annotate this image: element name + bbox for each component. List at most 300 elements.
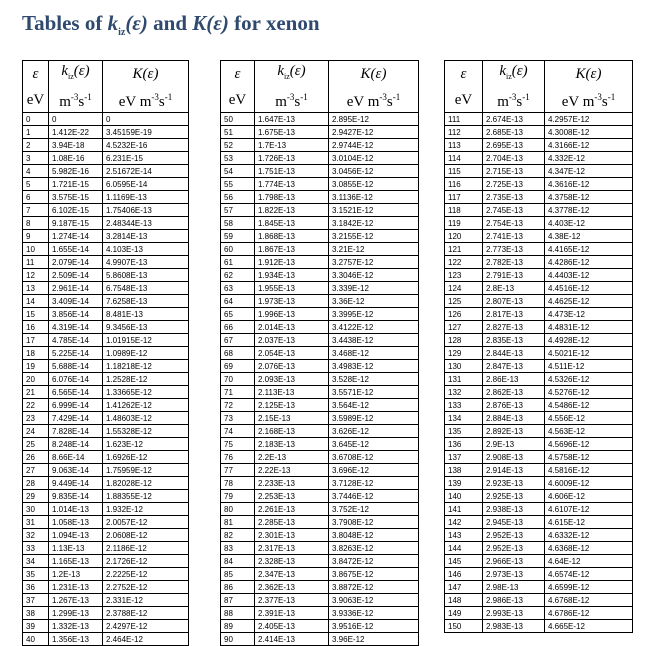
K-cell: 1.33665E-12 [103,386,189,399]
kiz-cell: 6.102E-15 [49,204,103,217]
K-cell: 4.4928E-12 [545,334,633,347]
title-k-symbol: k [107,11,119,35]
kiz-cell: 2.328E-13 [255,555,329,568]
K-cell: 1.932E-12 [103,503,189,516]
K-cell: 4.2957E-12 [545,113,633,126]
table-row [23,347,189,360]
K-cell: 4.5232E-16 [103,139,189,152]
kiz-cell: 3.94E-18 [49,139,103,152]
K-cell: 4.3166E-12 [545,139,633,152]
table-row [221,542,419,555]
K-cell: 3.1521E-12 [329,204,419,217]
energy-cell: 88 [221,607,255,620]
table-row [445,425,633,438]
kiz-cell: 2.754E-13 [483,217,545,230]
energy-cell: 129 [445,347,483,360]
table-row [445,256,633,269]
K-cell: 3.528E-12 [329,373,419,386]
K-cell: 2.1726E-12 [103,555,189,568]
table-row [445,412,633,425]
table-row [221,347,419,360]
kiz-cell: 1.165E-13 [49,555,103,568]
energy-cell: 135 [445,425,483,438]
kiz-cell: 2.923E-13 [483,477,545,490]
kiz-cell: 1.726E-13 [255,152,329,165]
table-row [23,230,189,243]
K-cell: 5.8608E-13 [103,269,189,282]
table-row [23,204,189,217]
energy-cell: 37 [23,594,49,607]
kiz-cell: 2.685E-13 [483,126,545,139]
K-cell: 4.5021E-12 [545,347,633,360]
table-row [445,373,633,386]
table-row [23,620,189,633]
table-row [23,594,189,607]
table-row [445,464,633,477]
table-row [23,529,189,542]
table-row [23,633,189,646]
kiz-cell: 1.412E-22 [49,126,103,139]
K-cell: 1.75406E-13 [103,204,189,217]
energy-cell: 131 [445,373,483,386]
kiz-cell: 2.113E-13 [255,386,329,399]
K-cell: 3.36E-12 [329,295,419,308]
energy-cell: 149 [445,607,483,620]
table-row [445,126,633,139]
kiz-cell: 2.876E-13 [483,399,545,412]
table-row [445,503,633,516]
kiz-cell: 2.695E-13 [483,139,545,152]
K-cell: 3.9516E-12 [329,620,419,633]
K-cell: 4.563E-12 [545,425,633,438]
kiz-cell: 1.721E-15 [49,178,103,191]
energy-cell: 90 [221,633,255,646]
kiz-cell: 1.647E-13 [255,113,329,126]
energy-cell: 0 [23,113,49,126]
energy-cell: 132 [445,386,483,399]
table-row [221,620,419,633]
header-kiz-symbol: $k_{iz}(\varepsilon)$ [255,61,329,88]
K-cell: 4.511E-12 [545,360,633,373]
table-row [221,425,419,438]
K-cell: 3.2757E-12 [329,256,419,269]
kiz-cell: 2.945E-13 [483,516,545,529]
energy-cell: 111 [445,113,483,126]
energy-cell: 57 [221,204,255,217]
energy-cell: 118 [445,204,483,217]
K-cell: 4.615E-12 [545,516,633,529]
table-row [445,607,633,620]
energy-cell: 56 [221,191,255,204]
kiz-cell: 3.409E-14 [49,295,103,308]
kiz-cell: 2.952E-13 [483,529,545,542]
K-cell: 1.1169E-13 [103,191,189,204]
energy-cell: 112 [445,126,483,139]
energy-cell: 141 [445,503,483,516]
K-cell: 4.403E-12 [545,217,633,230]
table-row [445,321,633,334]
energy-cell: 12 [23,269,49,282]
table-row [23,412,189,425]
kiz-cell: 1.996E-13 [255,308,329,321]
energy-cell: 144 [445,542,483,555]
kiz-cell: 5.982E-16 [49,165,103,178]
kiz-cell: 7.828E-14 [49,425,103,438]
K-cell: 1.82028E-12 [103,477,189,490]
table-row [23,607,189,620]
header-K-unit: eV $m^{-3}s^{-1}$ [545,87,633,113]
title-prefix: Tables of [22,11,103,35]
kiz-cell: 9.835E-14 [49,490,103,503]
kiz-cell: 9.187E-15 [49,217,103,230]
kiz-cell: 2.908E-13 [483,451,545,464]
energy-cell: 21 [23,386,49,399]
K-cell: 1.88355E-12 [103,490,189,503]
header-energy-unit: eV [23,87,49,113]
table-row [23,191,189,204]
kiz-cell: 1.332E-13 [49,620,103,633]
K-cell: 3.8872E-12 [329,581,419,594]
table-row [445,334,633,347]
table-row [221,412,419,425]
K-cell: 3.4438E-12 [329,334,419,347]
table-row [23,178,189,191]
title-K-symbol: K [192,11,207,35]
table-row [221,256,419,269]
table-row [221,438,419,451]
K-cell: 1.01915E-12 [103,334,189,347]
kiz-cell: 3.856E-14 [49,308,103,321]
table-row [445,399,633,412]
kiz-cell: 2.715E-13 [483,165,545,178]
table-row [221,529,419,542]
kiz-cell: 1.014E-13 [49,503,103,516]
kiz-cell: 2.347E-13 [255,568,329,581]
table-row [221,113,419,126]
table-row [221,464,419,477]
kiz-cell: 2.938E-13 [483,503,545,516]
table-row [23,334,189,347]
K-cell: 2.2752E-12 [103,581,189,594]
kiz-cell: 6.076E-14 [49,373,103,386]
energy-cell: 125 [445,295,483,308]
kiz-cell: 2.093E-13 [255,373,329,386]
K-cell: 1.48603E-12 [103,412,189,425]
table-row [23,217,189,230]
header-kiz-unit: $m^{-3}s^{-1}$ [49,87,103,113]
kiz-cell: 2.925E-13 [483,490,545,503]
kiz-cell: 2.807E-13 [483,295,545,308]
energy-cell: 75 [221,438,255,451]
energy-cell: 80 [221,503,255,516]
K-cell: 2.331E-12 [103,594,189,607]
energy-cell: 69 [221,360,255,373]
K-cell: 4.5696E-12 [545,438,633,451]
K-cell: 3.2155E-12 [329,230,419,243]
energy-cell: 24 [23,425,49,438]
energy-cell: 128 [445,334,483,347]
table-row [445,542,633,555]
kiz-cell: 2.125E-13 [255,399,329,412]
K-cell: 4.3008E-12 [545,126,633,139]
table-row [23,113,189,126]
energy-cell: 19 [23,360,49,373]
K-cell: 1.6926E-12 [103,451,189,464]
energy-cell: 14 [23,295,49,308]
kiz-cell: 1.675E-13 [255,126,329,139]
kiz-cell: 2.914E-13 [483,464,545,477]
table-row [221,204,419,217]
K-cell: 2.0057E-12 [103,516,189,529]
table-row [23,282,189,295]
K-cell: 4.3758E-12 [545,191,633,204]
table-row [221,217,419,230]
energy-cell: 124 [445,282,483,295]
kiz-cell: 2.782E-13 [483,256,545,269]
K-cell: 4.556E-12 [545,412,633,425]
table-row [23,568,189,581]
energy-cell: 20 [23,373,49,386]
K-cell: 6.231E-15 [103,152,189,165]
table-row [23,360,189,373]
table-row [221,607,419,620]
K-cell: 4.4165E-12 [545,243,633,256]
table-row [221,269,419,282]
energy-cell: 17 [23,334,49,347]
energy-cell: 130 [445,360,483,373]
energy-cell: 85 [221,568,255,581]
kiz-cell: 2.817E-13 [483,308,545,321]
K-cell: 3.564E-12 [329,399,419,412]
header-kiz-unit: $m^{-3}s^{-1}$ [255,87,329,113]
table-row [23,308,189,321]
K-cell: 4.6574E-12 [545,568,633,581]
table-row [445,594,633,607]
table-row [445,204,633,217]
energy-cell: 126 [445,308,483,321]
table-row [445,516,633,529]
table-row [445,360,633,373]
table-row [445,490,633,503]
header-energy-symbol: ε [221,61,255,88]
table-row [221,295,419,308]
kiz-cell: 2.253E-13 [255,490,329,503]
energy-cell: 53 [221,152,255,165]
K-cell: 2.2225E-12 [103,568,189,581]
K-cell: 6.7548E-13 [103,282,189,295]
kiz-cell: 2.98E-13 [483,581,545,594]
energy-cell: 122 [445,256,483,269]
table-row [221,503,419,516]
energy-cell: 8 [23,217,49,230]
energy-cell: 116 [445,178,483,191]
K-cell: 4.5486E-12 [545,399,633,412]
energy-cell: 5 [23,178,49,191]
K-cell: 3.8675E-12 [329,568,419,581]
energy-cell: 76 [221,451,255,464]
K-cell: 3.96E-12 [329,633,419,646]
K-cell: 4.5758E-12 [545,451,633,464]
kiz-cell: 2.15E-13 [255,412,329,425]
K-cell: 4.38E-12 [545,230,633,243]
energy-cell: 78 [221,477,255,490]
K-cell: 3.339E-12 [329,282,419,295]
energy-cell: 65 [221,308,255,321]
table-row [221,451,419,464]
title-k-subscript: iz [118,27,126,39]
energy-cell: 23 [23,412,49,425]
table-row [445,113,633,126]
K-cell: 3.1842E-12 [329,217,419,230]
table-row [221,152,419,165]
data-table-1 [22,60,189,646]
kiz-cell: 4.785E-14 [49,334,103,347]
kiz-cell: 2.9E-13 [483,438,545,451]
kiz-cell: 1.751E-13 [255,165,329,178]
title-K-argument: (ε) [206,11,229,35]
table-row [445,555,633,568]
table-row [23,477,189,490]
energy-cell: 67 [221,334,255,347]
energy-cell: 73 [221,412,255,425]
energy-cell: 71 [221,386,255,399]
header-kiz-symbol: $k_{iz}(\varepsilon)$ [49,61,103,88]
kiz-cell: 1.798E-13 [255,191,329,204]
header-energy-unit: eV [445,87,483,113]
K-cell: 3.645E-12 [329,438,419,451]
kiz-cell: 2.377E-13 [255,594,329,607]
title-conjunction: and [153,11,188,35]
kiz-cell: 2.414E-13 [255,633,329,646]
K-cell: 3.0104E-12 [329,152,419,165]
energy-cell: 81 [221,516,255,529]
energy-cell: 27 [23,464,49,477]
table-row [23,438,189,451]
table-row [23,516,189,529]
kiz-cell: 1.274E-14 [49,230,103,243]
K-cell: 4.6768E-12 [545,594,633,607]
K-cell: 7.6258E-13 [103,295,189,308]
energy-cell: 150 [445,620,483,633]
K-cell: 1.41262E-12 [103,399,189,412]
K-cell: 4.473E-12 [545,308,633,321]
kiz-cell: 2.405E-13 [255,620,329,633]
K-cell: 2.0608E-12 [103,529,189,542]
K-cell: 3.21E-12 [329,243,419,256]
kiz-cell: 2.183E-13 [255,438,329,451]
energy-cell: 147 [445,581,483,594]
kiz-cell: 1.822E-13 [255,204,329,217]
kiz-cell: 1.867E-13 [255,243,329,256]
energy-cell: 68 [221,347,255,360]
energy-cell: 83 [221,542,255,555]
kiz-cell: 1.868E-13 [255,230,329,243]
K-cell: 2.51672E-14 [103,165,189,178]
table-row [23,399,189,412]
energy-cell: 137 [445,451,483,464]
energy-cell: 77 [221,464,255,477]
energy-cell: 3 [23,152,49,165]
kiz-cell: 2.301E-13 [255,529,329,542]
kiz-cell: 2.362E-13 [255,581,329,594]
kiz-cell: 2.054E-13 [255,347,329,360]
K-cell: 4.6332E-12 [545,529,633,542]
kiz-cell: 2.966E-13 [483,555,545,568]
K-cell: 0 [103,113,189,126]
table-row [23,490,189,503]
kiz-cell: 2.847E-13 [483,360,545,373]
energy-cell: 11 [23,256,49,269]
K-cell: 3.626E-12 [329,425,419,438]
energy-cell: 82 [221,529,255,542]
energy-cell: 138 [445,464,483,477]
K-cell: 3.3046E-12 [329,269,419,282]
energy-cell: 32 [23,529,49,542]
energy-cell: 133 [445,399,483,412]
table-row [445,581,633,594]
table-row [23,503,189,516]
table-row [23,373,189,386]
K-cell: 4.6786E-12 [545,607,633,620]
energy-cell: 89 [221,620,255,633]
energy-cell: 84 [221,555,255,568]
kiz-cell: 1.267E-13 [49,594,103,607]
table-row [221,230,419,243]
K-cell: 3.696E-12 [329,464,419,477]
header-K-symbol: K(ε) [545,61,633,88]
kiz-cell: 1.356E-13 [49,633,103,646]
table-row [445,295,633,308]
kiz-cell: 2.983E-13 [483,620,545,633]
table-row [445,386,633,399]
kiz-cell: 1.2E-13 [49,568,103,581]
K-cell: 4.3778E-12 [545,204,633,217]
energy-cell: 74 [221,425,255,438]
header-energy-symbol: ε [23,61,49,88]
data-table-2 [220,60,419,646]
kiz-cell: 9.449E-14 [49,477,103,490]
table-row [445,282,633,295]
table-row [23,126,189,139]
energy-cell: 2 [23,139,49,152]
energy-cell: 22 [23,399,49,412]
header-K-symbol: K(ε) [329,61,419,88]
energy-cell: 58 [221,217,255,230]
K-cell: 4.4831E-12 [545,321,633,334]
energy-cell: 55 [221,178,255,191]
energy-cell: 123 [445,269,483,282]
table-row [221,373,419,386]
table-row [221,191,419,204]
K-cell: 3.2814E-13 [103,230,189,243]
K-cell: 3.8048E-12 [329,529,419,542]
table-row [23,451,189,464]
energy-cell: 40 [23,633,49,646]
table-row [445,451,633,464]
kiz-cell: 1.655E-14 [49,243,103,256]
kiz-cell: 8.66E-14 [49,451,103,464]
kiz-cell: 1.08E-16 [49,152,103,165]
energy-cell: 146 [445,568,483,581]
energy-cell: 142 [445,516,483,529]
K-cell: 4.9907E-13 [103,256,189,269]
K-cell: 2.9744E-12 [329,139,419,152]
kiz-cell: 2.2E-13 [255,451,329,464]
kiz-cell: 8.248E-14 [49,438,103,451]
energy-cell: 54 [221,165,255,178]
table-row [23,464,189,477]
energy-cell: 28 [23,477,49,490]
